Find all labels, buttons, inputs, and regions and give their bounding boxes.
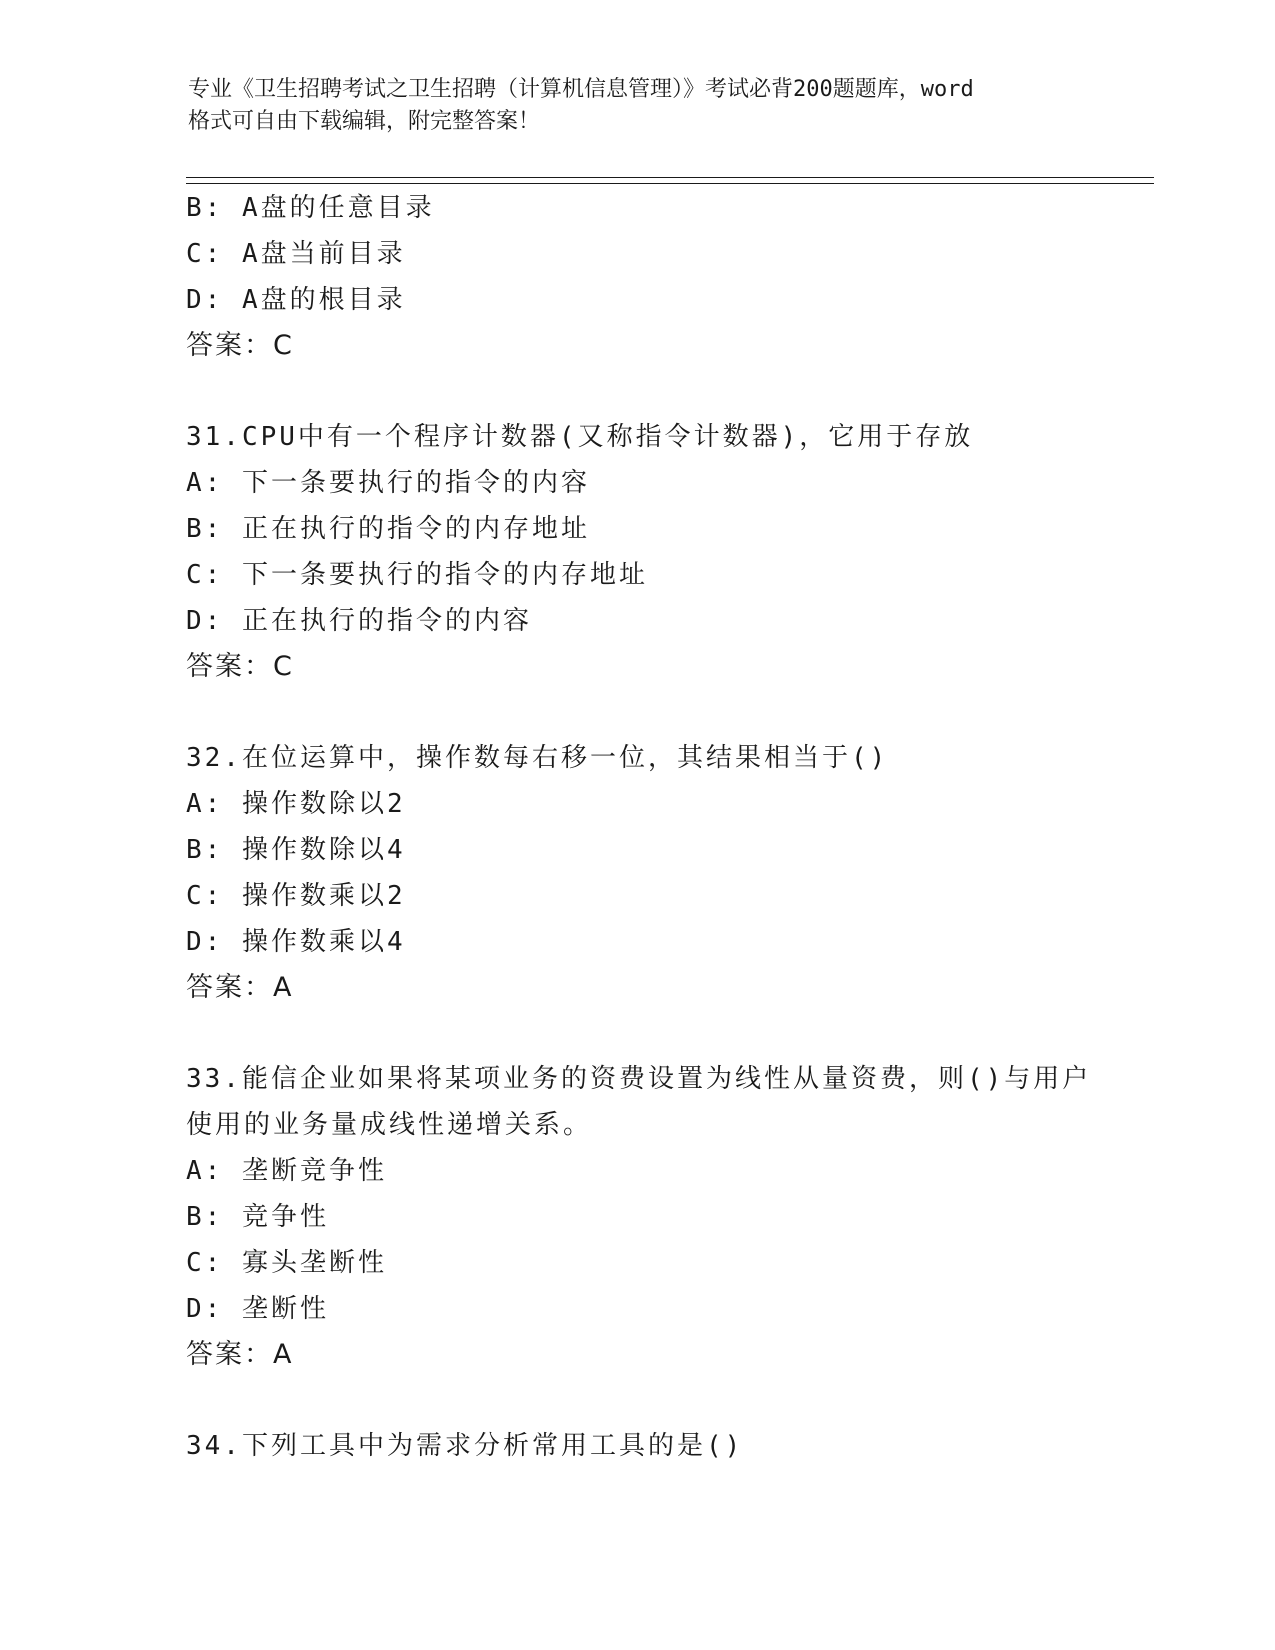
question-32 bbox=[186, 735, 1106, 1011]
header-line-2: 格式可自由下载编辑，附完整答案！ bbox=[188, 109, 541, 134]
question-33 bbox=[186, 1056, 1106, 1378]
answer-label: 答案：C bbox=[186, 651, 294, 682]
option-a: A: 垄断竞争性 bbox=[186, 1156, 387, 1186]
option-b: B: A盘的任意目录 bbox=[186, 193, 435, 223]
question-text: 34.下列工具中为需求分析常用工具的是() bbox=[186, 1431, 744, 1461]
header-divider-bottom bbox=[186, 183, 1154, 184]
question-text: 32.在位运算中，操作数每右移一位，其结果相当于() bbox=[186, 743, 889, 773]
option-b: B: 竞争性 bbox=[186, 1202, 329, 1232]
option-c: C: 下一条要执行的指令的内存地址 bbox=[186, 560, 648, 590]
option-b: B: 正在执行的指令的内存地址 bbox=[186, 514, 590, 544]
question-list bbox=[186, 185, 1106, 1469]
question-text-line-2: 使用的业务量成线性递增关系。 bbox=[186, 1110, 593, 1140]
option-d: D: 正在执行的指令的内容 bbox=[186, 606, 532, 636]
option-b: B: 操作数除以4 bbox=[186, 835, 406, 865]
question-30-tail bbox=[186, 185, 1106, 369]
option-d: D: A盘的根目录 bbox=[186, 285, 406, 315]
option-a: A: 操作数除以2 bbox=[186, 789, 406, 819]
option-c: C: 操作数乘以2 bbox=[186, 881, 406, 911]
option-c: C: A盘当前目录 bbox=[186, 239, 406, 269]
question-text-line-1: 33.能信企业如果将某项业务的资费设置为线性从量资费，则()与用户 bbox=[186, 1064, 1092, 1094]
question-31 bbox=[186, 414, 1106, 690]
question-34 bbox=[186, 1423, 1106, 1469]
option-d: D: 操作数乘以4 bbox=[186, 927, 406, 957]
answer-label: 答案：A bbox=[186, 1339, 294, 1370]
header-line-1: 专业《卫生招聘考试之卫生招聘（计算机信息管理）》考试必背200题题库，word bbox=[188, 77, 974, 102]
option-c: C: 寡头垄断性 bbox=[186, 1248, 387, 1278]
document-header bbox=[188, 74, 1088, 138]
option-a: A: 下一条要执行的指令的内容 bbox=[186, 468, 590, 498]
header-divider-top bbox=[186, 177, 1154, 178]
answer-label: 答案：A bbox=[186, 972, 294, 1003]
question-text: 31.CPU中有一个程序计数器(又称指令计数器)，它用于存放 bbox=[186, 422, 974, 452]
option-d: D: 垄断性 bbox=[186, 1294, 329, 1324]
answer-label: 答案：C bbox=[186, 330, 294, 361]
